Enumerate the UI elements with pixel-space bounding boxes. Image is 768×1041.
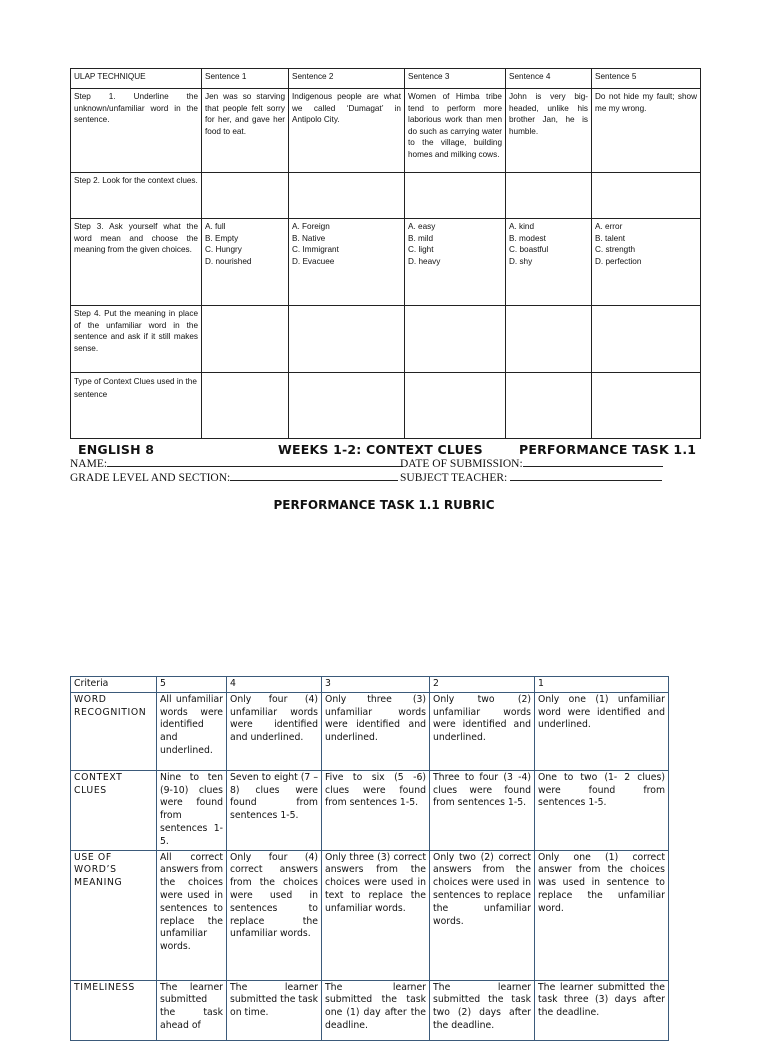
choice: D. perfection — [595, 256, 642, 266]
weeks-title: WEEKS 1-2: CONTEXT CLUES — [278, 442, 483, 457]
choices-cell — [592, 219, 701, 306]
sentence-3: Women of Himba tribe tend to perform more laborious work than men do such as carrying water to the village, building homes and milking cows. — [405, 89, 506, 173]
name-blank[interactable] — [107, 456, 403, 467]
subject-title: ENGLISH 8 — [78, 442, 155, 457]
grade-label: GRADE LEVEL AND SECTION: — [70, 472, 231, 484]
ulap-step4-row — [71, 306, 701, 373]
sentence-1: Jen was so starving that people felt sorry for her, and gave her food to eat. — [202, 89, 289, 173]
choices-cell — [289, 219, 405, 306]
choice: A. easy — [408, 222, 436, 231]
ulap-technique-table — [70, 68, 701, 439]
choice: D. heavy — [408, 256, 441, 266]
score-cell: Only four (4) unfamiliar words were identified and underlined. — [227, 692, 322, 770]
answer-cell — [506, 306, 592, 373]
ulap-header-cell: ULAP TECHNIQUE — [71, 69, 202, 89]
score-cell: The learner submitted the task two (2) days after the deadline. — [430, 980, 535, 1040]
score-cell: Five to six (5 -6) clues were found from sentences 1-5. — [322, 770, 430, 850]
rubric-header-cell: 2 — [430, 677, 535, 693]
score-cell: Seven to eight (7 – 8) clues were found from sentences 1-5. — [227, 770, 322, 850]
rubric-header-row — [71, 677, 669, 693]
choice: A. kind — [509, 222, 535, 231]
choice: D. shy — [509, 256, 533, 266]
score-cell: Nine to ten (9-10) clues were found from sentences 1-5. — [157, 770, 227, 850]
choice: D. nourished — [205, 256, 252, 266]
rubric-row — [71, 770, 669, 850]
choice: B. Native — [292, 233, 326, 243]
answer-cell — [506, 173, 592, 219]
answer-cell — [202, 373, 289, 439]
teacher-field — [400, 470, 662, 484]
rubric-header-cell: 3 — [322, 677, 430, 693]
score-cell: The learner submitted the task on time. — [227, 980, 322, 1040]
choice: C. Hungry — [205, 245, 242, 255]
criteria-cell: WORD RECOGNITION — [71, 692, 157, 770]
choice: C. boastful — [509, 245, 549, 255]
answer-cell — [289, 306, 405, 373]
choice: C. strength — [595, 245, 636, 255]
score-cell: All unfamiliar words were identified and underlined. — [157, 692, 227, 770]
answer-cell — [506, 373, 592, 439]
choice: B. Empty — [205, 233, 239, 243]
answer-cell — [405, 173, 506, 219]
choice: D. Evacuee — [292, 256, 335, 266]
rubric-row — [71, 980, 669, 1040]
score-cell: One to two (1- 2 clues) were found from sentences 1-5. — [535, 770, 669, 850]
date-field — [400, 456, 663, 470]
rubric-row — [71, 850, 669, 980]
rubric-header-cell: 4 — [227, 677, 322, 693]
score-cell: Only one (1) unfamiliar word were identified and underlined. — [535, 692, 669, 770]
choice: B. talent — [595, 233, 626, 243]
teacher-label: SUBJECT TEACHER: — [400, 472, 511, 484]
ulap-step3-row — [71, 219, 701, 306]
choices-cell — [506, 219, 592, 306]
ulap-header-cell: Sentence 3 — [405, 69, 506, 89]
date-label: DATE OF SUBMISSION: — [400, 458, 523, 470]
answer-cell — [592, 373, 701, 439]
answer-cell — [592, 173, 701, 219]
ulap-step5-row — [71, 373, 701, 439]
ulap-header-cell: Sentence 1 — [202, 69, 289, 89]
criteria-cell: CONTEXT CLUES — [71, 770, 157, 850]
ulap-header-cell: Sentence 4 — [506, 69, 592, 89]
ulap-header-cell: Sentence 5 — [592, 69, 701, 89]
score-cell: The learner submitted the task one (1) day after the deadline. — [322, 980, 430, 1040]
score-cell: Only one (1) correct answer from the choices was used in sentence to replace the unfamiliar word. — [535, 850, 669, 980]
rubric-title: PERFORMANCE TASK 1.1 RUBRIC — [273, 498, 495, 512]
score-cell: Only three (3) unfamiliar words were identified and underlined. — [322, 692, 430, 770]
step1-instruction: Step 1. Underline the unknown/unfamiliar word in the sentence. — [71, 89, 202, 173]
step2-instruction: Step 2. Look for the context clues. — [71, 173, 202, 219]
score-cell: Three to four (3 -4) clues were found from sentences 1-5. — [430, 770, 535, 850]
criteria-cell: TIMELINESS — [71, 980, 157, 1040]
answer-cell — [592, 306, 701, 373]
score-cell: Only two (2) correct answers from the choices were used in sentences to replace the unfamiliar words. — [430, 850, 535, 980]
score-cell: Only four (4) correct answers from the choices were used in sentences to replace the unfamiliar words. — [227, 850, 322, 980]
ulap-step1-row — [71, 89, 701, 173]
choice: C. light — [408, 245, 434, 255]
sentence-4: John is very big-headed, unlike his brother Jan, he is humble. — [506, 89, 592, 173]
task-title: PERFORMANCE TASK 1.1 — [519, 442, 697, 457]
name-field — [70, 456, 403, 470]
step4-instruction: Step 4. Put the meaning in place of the unfamiliar word in the sentence and ask if it still makes sense. — [71, 306, 202, 373]
rubric-header-cell: Criteria — [71, 677, 157, 693]
rubric-header-cell: 1 — [535, 677, 669, 693]
score-cell: All correct answers from the choices were used in sentences to replace the unfamiliar words. — [157, 850, 227, 980]
score-cell: The learner submitted the task ahead of — [157, 980, 227, 1040]
answer-cell — [289, 373, 405, 439]
criteria-cell: USE OF WORD’S MEANING — [71, 850, 157, 980]
answer-cell — [202, 173, 289, 219]
choices-cell — [202, 219, 289, 306]
rubric-row — [71, 692, 669, 770]
rubric-table — [70, 676, 669, 1041]
ulap-header-row — [71, 69, 701, 89]
choice: A. error — [595, 222, 623, 231]
date-blank[interactable] — [523, 456, 663, 467]
choice: A. full — [205, 222, 226, 231]
ulap-step2-row — [71, 173, 701, 219]
choice: A. Foreign — [292, 222, 330, 231]
sentence-5: Do not hide my fault; show me my wrong. — [592, 89, 701, 173]
answer-cell — [405, 306, 506, 373]
choice: C. Immigrant — [292, 245, 339, 255]
step5-instruction: Type of Context Clues used in the sentence — [71, 373, 202, 439]
score-cell: The learner submitted the task three (3) days after the deadline. — [535, 980, 669, 1040]
step3-instruction: Step 3. Ask yourself what the word mean and choose the meaning from the given choices. — [71, 219, 202, 306]
answer-cell — [289, 173, 405, 219]
grade-blank[interactable] — [230, 470, 398, 481]
teacher-blank[interactable] — [510, 470, 662, 481]
answer-cell — [202, 306, 289, 373]
choice: B. modest — [509, 233, 546, 243]
score-cell: Only three (3) correct answers from the choices were used in text to replace the unfamiliar words. — [322, 850, 430, 980]
rubric-header-cell: 5 — [157, 677, 227, 693]
sentence-2: Indigenous people are what we called ‘Dumagat’ in Antipolo City. — [289, 89, 405, 173]
score-cell: Only two (2) unfamiliar words were identified and underlined. — [430, 692, 535, 770]
grade-field — [70, 470, 398, 484]
answer-cell — [405, 373, 506, 439]
name-label: NAME: — [70, 458, 108, 470]
choice: B. mild — [408, 233, 434, 243]
ulap-header-cell: Sentence 2 — [289, 69, 405, 89]
choices-cell — [405, 219, 506, 306]
